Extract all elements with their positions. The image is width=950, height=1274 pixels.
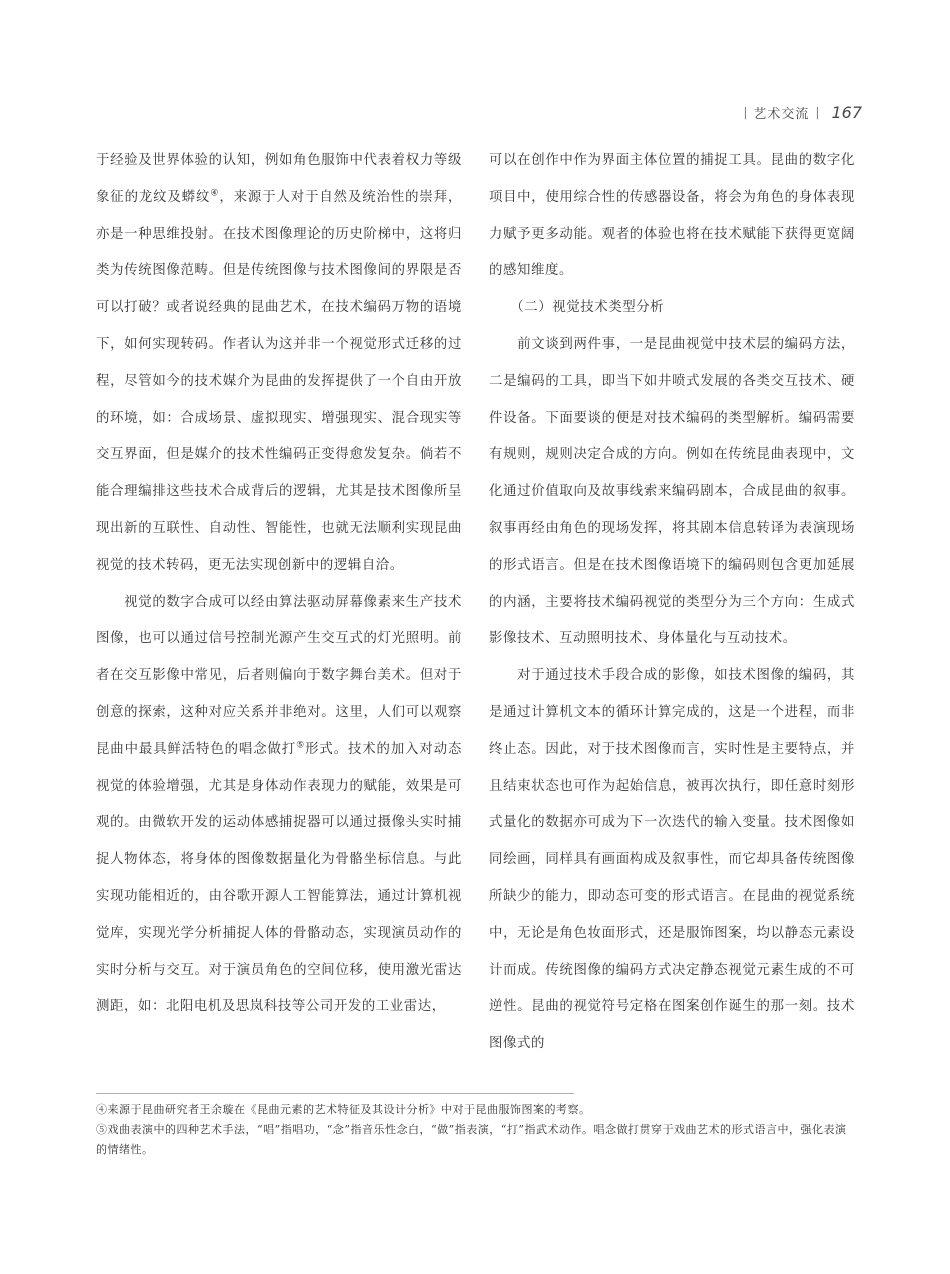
right-paragraph-1: 可以在创作中作为界面主体位置的捕捉工具。昆曲的数字化项目中，使用综合性的传感器设备，将会为角色的身体表现力赋予更多动能。观者的体验也将在技术赋能下获得更宽阔的感知维度。: [489, 153, 855, 279]
footnotes: [96, 1100, 856, 1160]
footnote-ref-4: ④: [210, 188, 220, 199]
section-heading: （二）视觉技术类型分析: [489, 300, 665, 316]
page-number: 167: [831, 102, 862, 122]
footnote-ref-5: ⑤: [296, 740, 306, 751]
left-paragraph-1: [96, 143, 462, 585]
running-header: [743, 99, 862, 125]
footnote-5: ⑤戏曲表演中的四种艺术手法，“唱”指唱功，“念”指音乐性念白，“做”指表演，“打”指武术动作。唱念做打贯穿于戏曲艺术的形式语言中，强化表演的情绪性。: [96, 1123, 847, 1156]
footnote-4: ④来源于昆曲研究者王余璇在《昆曲元素的艺术特征及其设计分析》中对于昆曲服饰图案的考察。: [96, 1103, 591, 1116]
text-run: ，来源于人对于自然及统治性的崇拜，亦是一种思维投射。在技术图像理论的历史阶梯中，这将归类为传统图像范畴。但是传统图像与技术图像间的界限是否可以打破？或者说经典的昆曲艺术，在技术编码万物的语境下，如何实现转码。作者认为这并非一个视觉形式迁移的过程，尽管如今的技术媒介为昆曲的发挥提供了一个自由开放的环境，如：合成场景、虚拟现实、增强现实、混合现实等交互界面，但是媒介的技术性编码正变得愈发复杂。倘若不能合理编排这些技术合成背后的逻辑，尤其是技术图像所呈现出新的互联性、自动性、智能性，也就无法顺利实现昆曲视觉的技术转码，更无法实现创新中的逻辑自洽。: [96, 189, 462, 573]
right-paragraph-2: 前文谈到两件事，一是昆曲视觉中技术层的编码方法，二是编码的工具，即当下如井喷式发展的各类交互技术、硬件设备。下面要谈的便是对技术编码的类型解析。编码需要有规则，规则决定合成的方向。例如在传统昆曲表现中，文化通过价值取向及故事线索来编码剧本，合成昆曲的叙事。叙事再经由角色的现场发挥，将其剧本信息转译为表演现场的形式语言。但是在技术图像语境下的编码则包含更加延展的内涵，主要将技术编码视觉的类型分为三个方向：生成式影像技术、互动照明技术、身体量化与互动技术。: [489, 336, 855, 647]
left-column: [96, 143, 462, 1026]
text-run: 形式。技术的加入对动态视觉的体验增强，尤其是身体动作表现力的赋能，效果是可观的。由微软开发的运动体感捕捉器可以通过摄像头实时捕捉人物体态，将身体的图像数据量化为骨骼坐标信息。与此实现功能相近的，由谷歌开源人工智能算法，通过计算机视觉库，实现光学分析捕捉人体的骨骼动态，实现演员动作的实时分析与交互。对于演员角色的空间位移，使用激光雷达测距，如：北阳电机及思岚科技等公司开发的工业雷达，: [96, 741, 462, 1015]
text-run: 视觉的数字合成可以经由算法驱动屏幕像素来生产技术图像，也可以通过信号控制光源产生交互式的灯光照明。前者在交互影像中常见，后者则偏向于数字舞台美术。但对于创意的探索，这种对应关系并非绝对。这里，人们可以观察昆曲中最具鲜活特色的唱念做打: [96, 594, 462, 757]
left-paragraph-2: [96, 585, 462, 1027]
text-run: 于经验及世界体验的认知，例如角色服饰中代表着权力等级象征的龙纹及蟒纹: [96, 153, 462, 205]
section-title: 艺术交流: [753, 106, 810, 122]
header-divider: |: [743, 105, 748, 119]
footnote-divider: [96, 1093, 574, 1094]
header-divider: |: [815, 105, 820, 119]
right-column: [489, 143, 855, 1063]
right-paragraph-3: 对于通过技术手段合成的影像，如技术图像的编码，其是通过计算机文本的循环计算完成的，这是一个进程，而非终止态。因此，对于技术图像而言，实时性是主要特点，并且结束状态也可作为起始信息，被再次执行，即任意时刻形式量化的数据亦可成为下一次迭代的输入变量。技术图像如同绘画，同样具有画面构成及叙事性，而它却具备传统图像所缺少的能力，即动态可变的形式语言。在昆曲的视觉系统中，无论是角色妆面形式，还是服饰图案，均以静态元素设计而成。传统图像的编码方式决定静态视觉元素生成的不可逆性。昆曲的视觉符号定格在图案创作诞生的那一刻。技术图像式的: [489, 668, 855, 1052]
